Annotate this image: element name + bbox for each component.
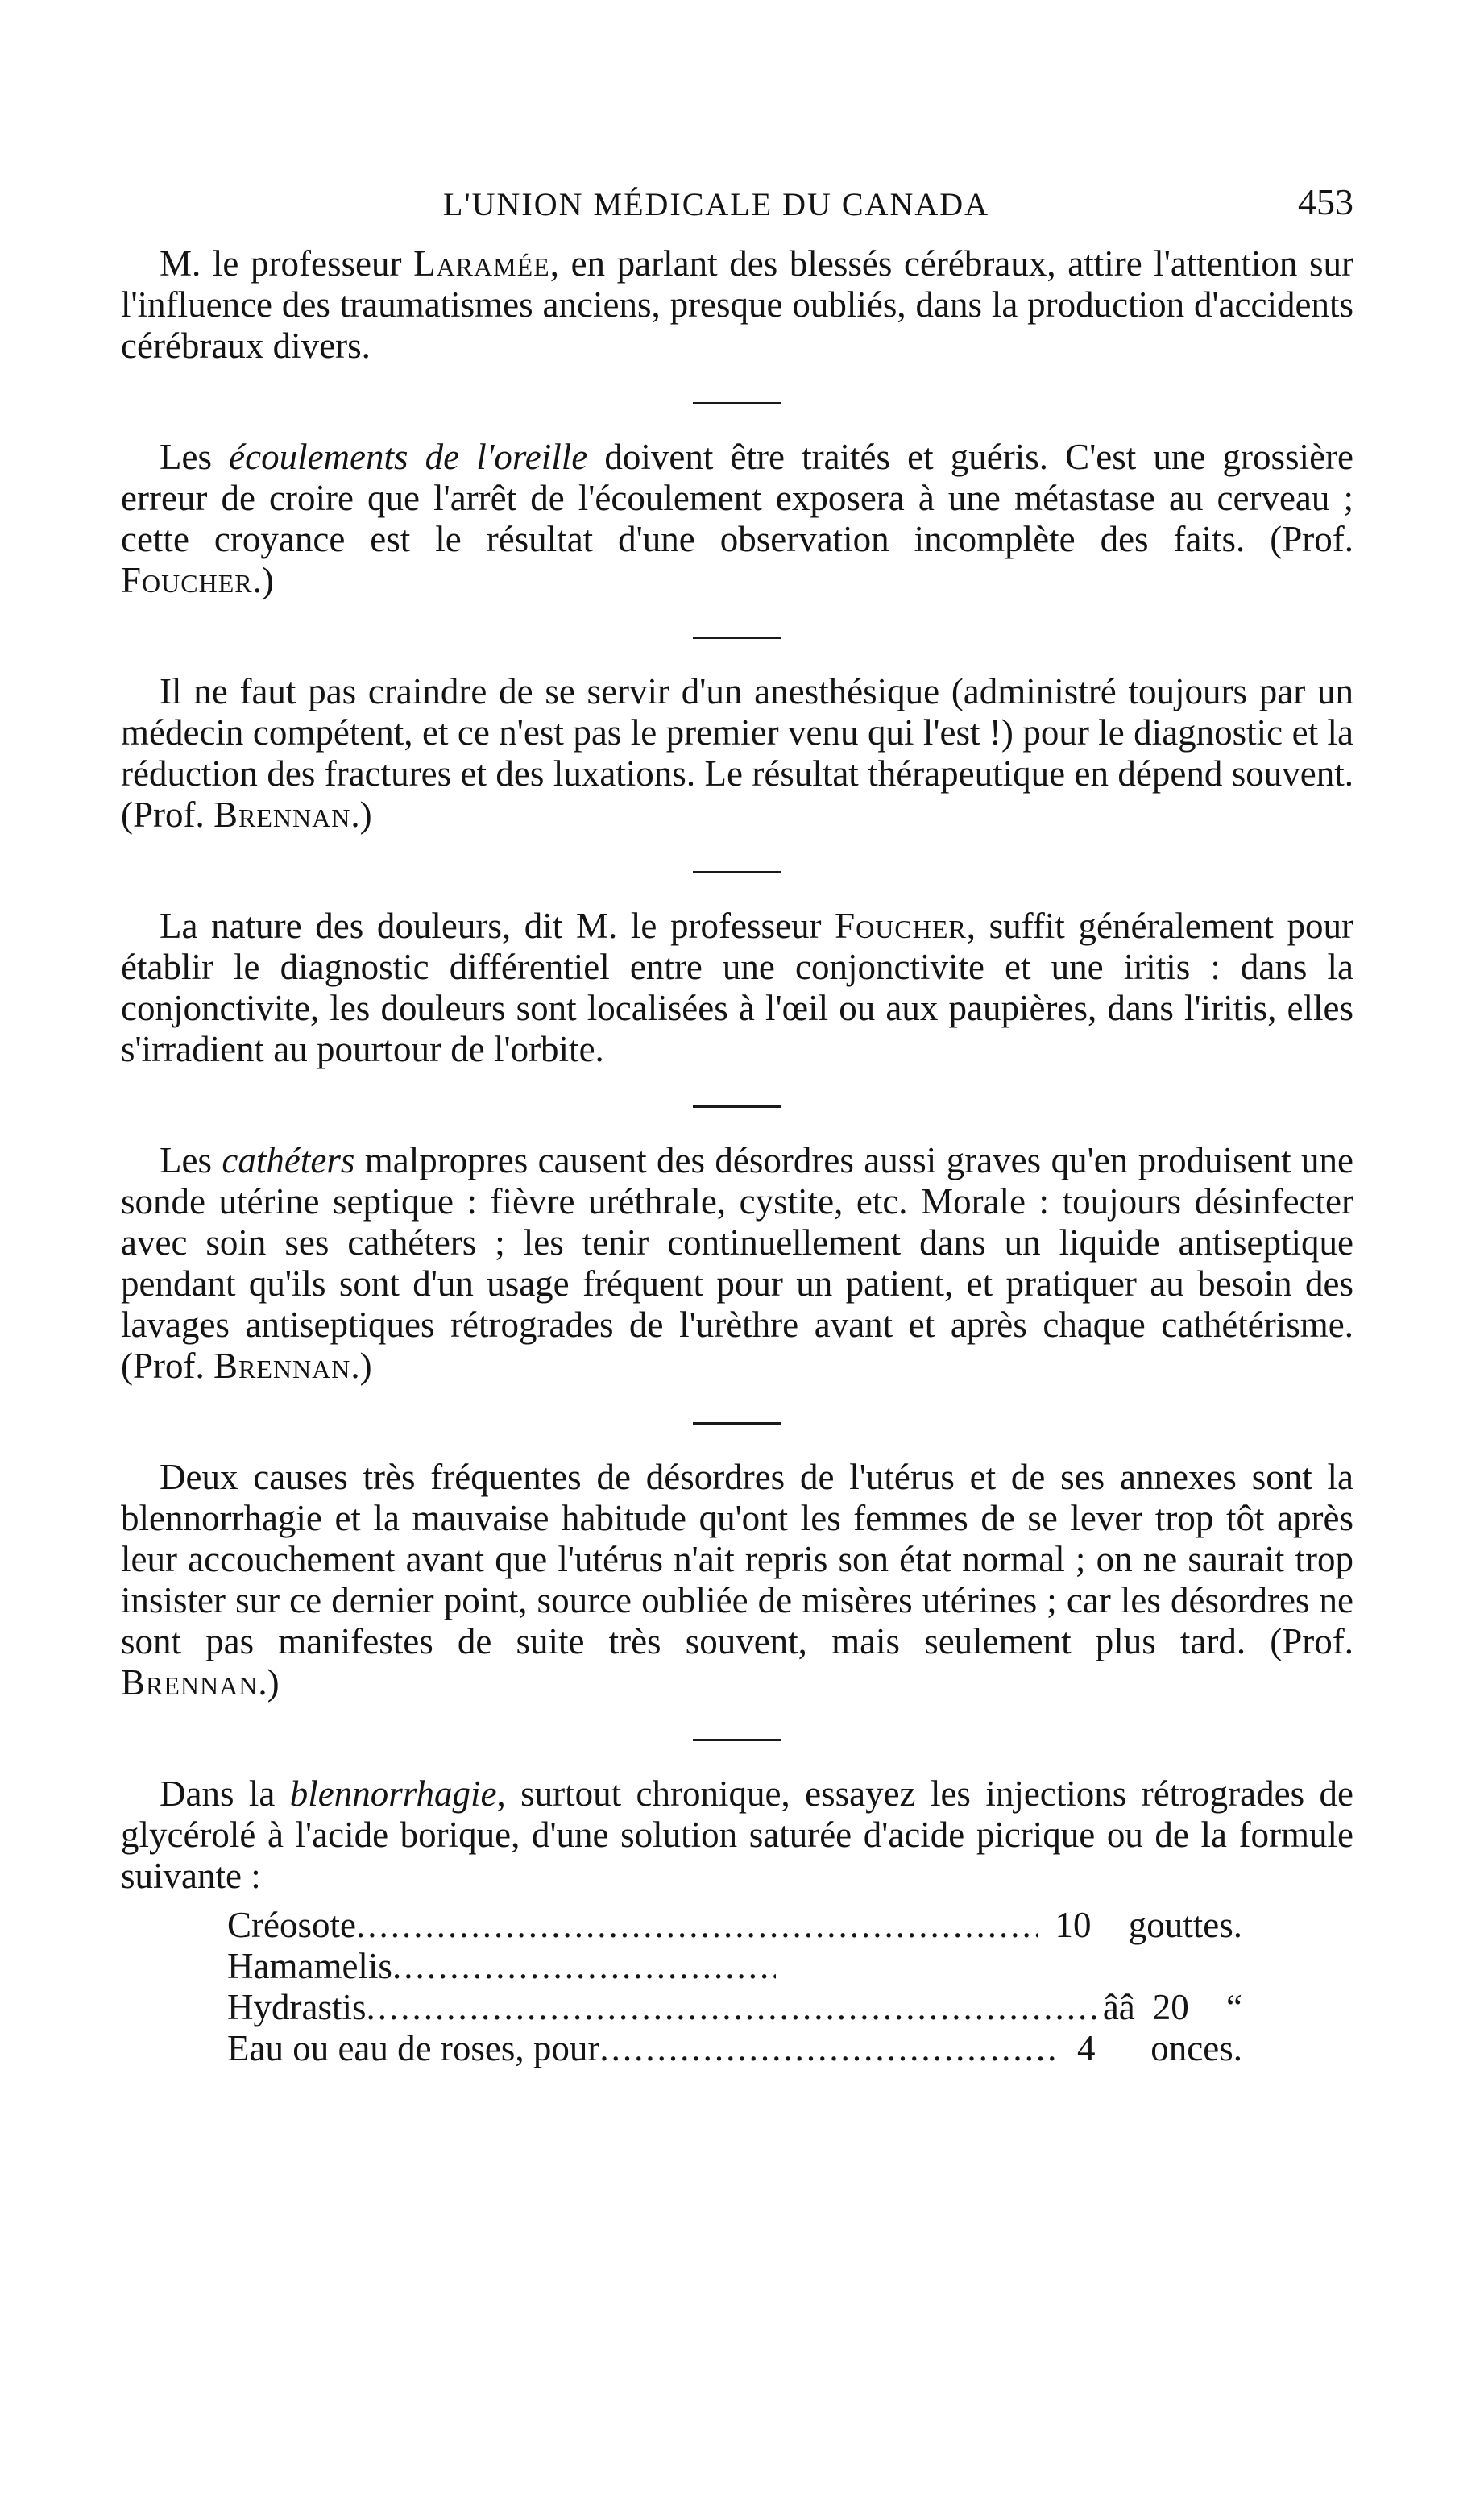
author-name: Laramée <box>413 243 550 284</box>
page-number: 453 <box>1298 181 1353 222</box>
paragraph-blennorrhagie: Dans la blennorrhagie, surtout chronique, essayez les injections rétrogrades de glycérolé à l'acide borique, d'une solution saturée d'acide picrique ou de la formule suivante : <box>121 1773 1353 1896</box>
document-page <box>121 181 1354 2069</box>
emphasis-term: cathéters <box>222 1140 355 1180</box>
separator-rule <box>693 1739 781 1741</box>
leader-dots <box>392 1946 777 1987</box>
leader-dots <box>356 1905 1038 1946</box>
formula-row <box>227 1905 1242 1946</box>
ingredient-quantity: 20 “ <box>1152 1987 1242 2027</box>
separator-rule <box>693 402 781 404</box>
prescription-formula <box>227 1905 1242 2069</box>
separator-rule <box>693 1422 781 1425</box>
running-title: L'UNION MÉDICALE DU CANADA <box>443 186 990 222</box>
emphasis-term: écoulements de l'oreille <box>229 437 588 477</box>
paragraph-douleurs: La nature des douleurs, dit M. le professeur Foucher, suffit généralement pour établir le diagnostic différentiel entre une conjonctivite et une iritis : dans la conjonctivite, les douleurs sont localisées à l'œil ou aux paupières, dans l'iritis, elles s'irradient au pourtour de l'orbite. <box>121 906 1353 1069</box>
ingredient-name: Hamamelis <box>227 1946 392 1986</box>
paragraph-uterus: Deux causes très fréquentes de désordres de l'utérus et de ses annexes sont la blennorrhagie et la mauvaise habitude qu'ont les femmes de se lever trop tôt après leur accouchement avant que l'utérus n'ait repris son état normal ; on ne saurait trop insister sur ce dernier point, source oubliée de misères utérines ; car les désordres ne sont pas manifestes de suite très souvent, mais seulement plus tard. (Prof. Brennan.) <box>121 1457 1353 1703</box>
ingredient-name: Hydrastis <box>227 1987 367 2027</box>
paragraph-oreille: Les écoulements de l'oreille doivent être traités et guéris. C'est une grossière erreur de croire que l'arrêt de l'écoulement exposera à une métastase au cerveau ; cette croyance est le résultat d'une observation incomplète des faits. (Prof. Foucher.) <box>121 437 1353 600</box>
formula-row <box>227 1987 1242 2028</box>
ingredient-name: Créosote <box>227 1905 356 1945</box>
leader-dots <box>367 1987 1103 2028</box>
author-name: Brennan <box>213 1346 351 1386</box>
page-header <box>121 181 1353 234</box>
ingredient-quantity <box>1160 1946 1242 1987</box>
ana-mark: ââ <box>1102 1987 1135 2027</box>
paragraph-anesthesique: Il ne faut pas craindre de se servir d'un anesthésique (administré toujours par un médecin compétent, et ce n'est pas le premier venu qui l'est !) pour le diagnostic et la réduction des fractures et des luxations. Le résultat thérapeutique en dépend souvent. (Prof. Brennan.) <box>121 671 1353 835</box>
ingredient-quantity: 4 onces. <box>1077 2028 1242 2068</box>
separator-rule <box>693 637 781 639</box>
ingredient-name: Eau ou eau de roses, pour <box>227 2028 600 2068</box>
leader-dots <box>599 2028 1059 2069</box>
separator-rule <box>693 1105 781 1108</box>
author-name: Foucher <box>121 560 253 600</box>
paragraph-laramee: M. le professeur Laramée, en parlant des blessés cérébraux, attire l'attention sur l'influence des traumatismes anciens, presque oubliés, dans la production d'accidents cérébraux divers. <box>121 243 1354 366</box>
ingredient-quantity: 10 gouttes. <box>1055 1905 1242 1945</box>
formula-row <box>227 1946 1242 1987</box>
author-name: Brennan <box>121 1662 259 1703</box>
formula-row <box>227 2028 1242 2069</box>
author-name: Brennan <box>213 794 351 835</box>
paragraph-catheters: Les cathéters malpropres causent des désordres aussi graves qu'en produisent une sonde utérine septique : fièvre uréthrale, cystite, etc. Morale : toujours désinfecter avec soin ses cathéters ; les tenir continuellement dans un liquide antiseptique pendant qu'ils sont d'un usage fréquent pour un patient, et pratiquer au besoin des lavages antiseptiques rétrogrades de l'urèthre avant et après chaque cathétérisme. (Prof. Brennan.) <box>121 1140 1353 1386</box>
separator-rule <box>693 871 781 873</box>
author-name: Foucher <box>835 906 967 946</box>
emphasis-term: blennorrhagie <box>289 1773 497 1814</box>
